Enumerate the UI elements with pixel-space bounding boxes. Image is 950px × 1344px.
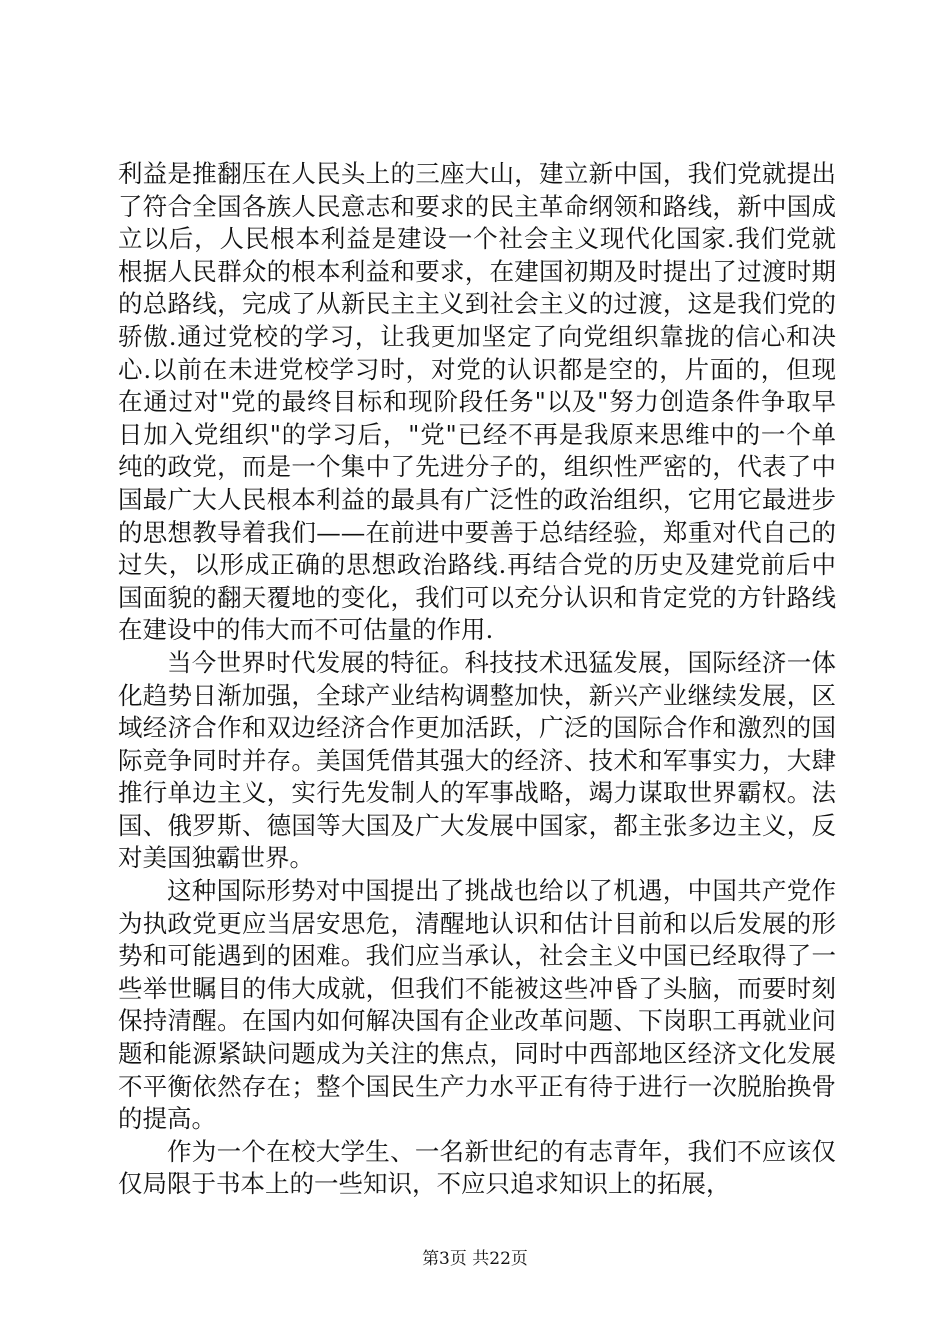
paragraph-4: 作为一个在校大学生、一名新世纪的有志青年，我们不应该仅仅局限于书本上的一些知识，不应只追求知识上的拓展， (118, 1136, 836, 1199)
paragraph-3: 这种国际形势对中国提出了挑战也给以了机遇，中国共产党作为执政党更应当居安思危，清醒地认识和估计目前和以后发展的形势和可能遇到的困难。我们应当承认，社会主义中国已经取得了一些举世瞩目的伟大成就，但我们不能被这些冲昏了头脑，而要时刻保持清醒。在国内如何解决国有企业改革问题、下岗职工再就业问题和能源紧缺问题成为关注的焦点，同时中西部地区经济文化发展不平衡依然存在；整个国民生产力水平正有待于进行一次脱胎换骨的提高。 (118, 876, 836, 1134)
body-text (118, 158, 836, 1201)
page-number-footer: 第3页 共22页 (422, 1249, 528, 1269)
paragraph-1: 利益是推翻压在人民头上的三座大山，建立新中国，我们党就提出了符合全国各族人民意志和要求的民主革命纲领和路线，新中国成立以后，人民根本利益是建设一个社会主义现代化国家.我们党就根据人民群众的根本利益和要求，在建国初期及时提出了过渡时期的总路线，完成了从新民主主义到社会主义的过渡，这是我们党的骄傲.通过党校的学习，让我更加坚定了向党组织靠拢的信心和决心.以前在未进党校学习时，对党的认识都是空的，片面的，但现在通过对"党的最终目标和现阶段任务"以及"努力创造条件争取早日加入党组织"的学习后，"党"已经不再是我原来思维中的一个单纯的政党，而是一个集中了先进分子的，组织性严密的，代表了中国最广大人民根本利益的最具有广泛性的政治组织，它用它最进步的思想教导着我们——在前进中要善于总结经验，郑重对代自己的过失，以形成正确的思想政治路线.再结合党的历史及建党前后中国面貌的翻天覆地的变化，我们可以充分认识和肯定党的方针路线在建设中的伟大而不可估量的作用. (118, 159, 836, 645)
paragraph-2: 当今世界时代发展的特征。科技技术迅猛发展，国际经济一体化趋势日渐加强，全球产业结构调整加快，新兴产业继续发展，区域经济合作和双边经济合作更加活跃，广泛的国际合作和激烈的国际竞争同时并存。美国凭借其强大的经济、技术和军事实力，大肆推行单边主义，实行先发制人的军事战略，竭力谋取世界霸权。法国、俄罗斯、德国等大国及广大发展中国家，都主张多边主义，反对美国独霸世界。 (118, 647, 836, 873)
